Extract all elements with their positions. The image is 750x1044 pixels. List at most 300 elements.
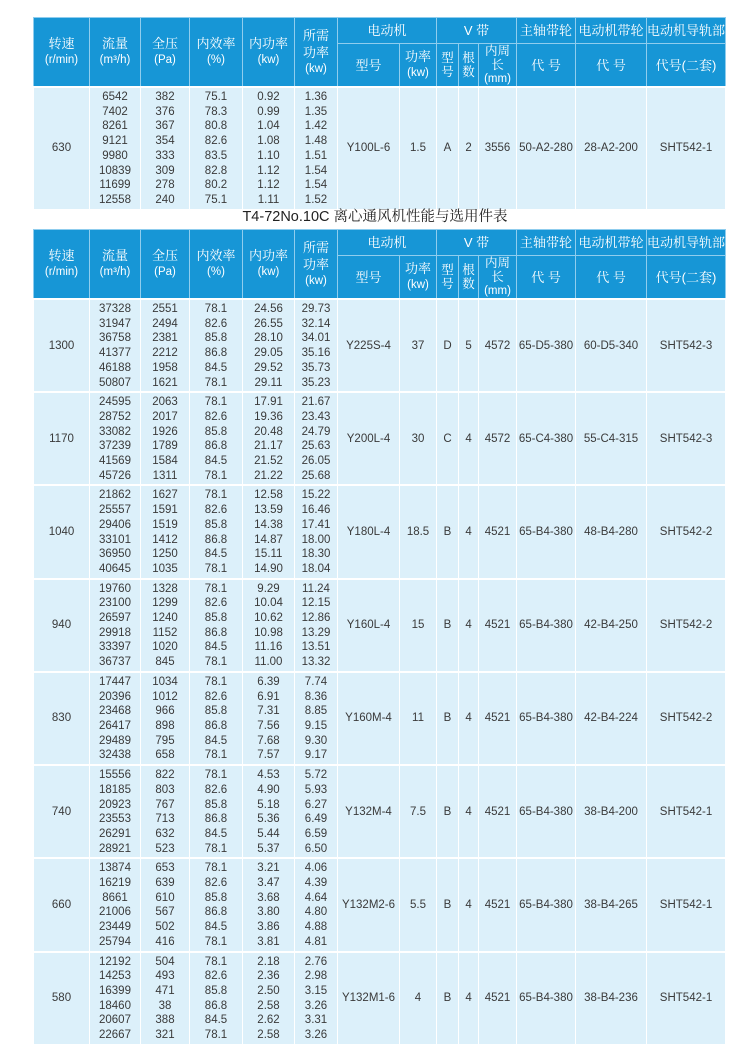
- cell-value: 78.1: [204, 675, 228, 688]
- cell-value: 1519: [152, 518, 178, 531]
- cell-value: 567: [155, 906, 175, 919]
- header-belt-count: 根 数: [459, 44, 479, 88]
- cell-value: 20.48: [254, 425, 283, 438]
- cell-efficiency: [190, 672, 243, 765]
- cell-value: 85.8: [204, 891, 228, 904]
- cell-value: 8.85: [304, 705, 328, 718]
- cell-value: 7.56: [257, 719, 280, 732]
- cell-belt-length: 4572: [479, 392, 517, 485]
- cell-value: 4.53: [257, 769, 280, 782]
- cell-value: 85.8: [204, 425, 228, 438]
- header-belt-type: 型 号: [437, 256, 459, 300]
- cell-value: 29.11: [254, 376, 283, 389]
- cell-value: 26291: [99, 827, 131, 840]
- cell-value: 26.55: [254, 317, 283, 330]
- cell-value: 2063: [152, 396, 178, 409]
- cell-value: 1020: [152, 641, 178, 654]
- cell-value: 26.05: [301, 455, 331, 468]
- cell-spindle-pulley: 65-D5-380: [517, 299, 576, 392]
- cell-value: 1584: [152, 455, 178, 468]
- cell-value: 86.8: [204, 440, 228, 453]
- cell-belt-length: 4521: [479, 858, 517, 951]
- cell-value: 7.31: [257, 705, 280, 718]
- table-row-group: [34, 392, 726, 485]
- header-required-power: 所需 功率 (kw): [295, 18, 338, 88]
- cell-value: 1.12: [257, 164, 280, 177]
- header-internal-power: 内功率 (kw): [243, 230, 295, 300]
- cell-value: 78.1: [204, 842, 228, 855]
- cell-value: 22667: [99, 1029, 131, 1042]
- cell-spindle-pulley: 50-A2-280: [517, 87, 576, 209]
- cell-internal-power: [243, 952, 295, 1044]
- header-vbelt: V 带: [437, 18, 517, 44]
- cell-value: 6542: [102, 91, 128, 103]
- cell-efficiency: [190, 87, 243, 209]
- cell-value: 85.8: [204, 984, 228, 997]
- cell-value: 382: [155, 91, 175, 103]
- cell-value: 803: [155, 783, 175, 796]
- cell-value: 37328: [99, 303, 131, 315]
- cell-speed: 830: [34, 672, 90, 765]
- cell-value: 504: [155, 955, 175, 968]
- cell-speed: 630: [34, 87, 90, 209]
- cell-value: 7402: [102, 105, 128, 118]
- cell-efficiency: [190, 485, 243, 578]
- table-row-group: [34, 299, 726, 392]
- cell-value: 2494: [152, 317, 178, 330]
- cell-value: 80.8: [204, 120, 228, 133]
- cell-value: 471: [155, 984, 175, 997]
- cell-motor-power: 7.5: [400, 765, 437, 858]
- header-motor-rail: 电动机导轨部: [647, 18, 726, 44]
- cell-motor-power: 1.5: [400, 87, 437, 209]
- cell-value: 12192: [99, 955, 131, 968]
- cell-value: 18.04: [301, 562, 331, 575]
- cell-value: 5.44: [257, 827, 280, 840]
- cell-value: 25794: [99, 935, 131, 948]
- cell-value: 3.80: [257, 906, 280, 919]
- cell-belt-length: 4521: [479, 765, 517, 858]
- cell-value: 11.00: [254, 656, 283, 669]
- cell-value: 376: [155, 105, 175, 118]
- cell-value: 9.29: [257, 582, 280, 595]
- cell-value: 82.6: [204, 877, 228, 890]
- cell-belt-type: B: [437, 672, 459, 765]
- cell-value: 10839: [99, 164, 131, 177]
- table-row-group: [34, 765, 726, 858]
- cell-value: 713: [155, 813, 175, 826]
- cell-motor-rail: SHT542-2: [647, 485, 726, 578]
- cell-value: 78.1: [204, 1029, 228, 1042]
- cell-value: 13.59: [254, 504, 283, 517]
- cell-value: 78.1: [204, 749, 228, 762]
- cell-motor-rail: SHT542-1: [647, 87, 726, 209]
- header-speed: 转速 (r/min): [34, 18, 90, 88]
- cell-motor-pulley: 38-B4-265: [576, 858, 647, 951]
- cell-value: 86.8: [204, 626, 228, 639]
- header-spindle-pulley: 主轴带轮: [517, 18, 576, 44]
- cell-value: 12.15: [301, 597, 331, 610]
- cell-belt-length: 4572: [479, 299, 517, 392]
- header-flow: 流量 (m³/h): [90, 230, 141, 300]
- cell-pressure: [141, 672, 190, 765]
- cell-value: 2551: [152, 303, 178, 315]
- cell-value: 24.79: [301, 425, 331, 438]
- cell-belt-type: B: [437, 858, 459, 951]
- cell-value: 8.36: [304, 690, 328, 703]
- header-efficiency: 内效率 (%): [190, 18, 243, 88]
- cell-value: 82.6: [204, 504, 228, 517]
- cell-value: 29406: [99, 518, 131, 531]
- cell-value: 8261: [102, 120, 128, 133]
- cell-value: 84.5: [204, 641, 228, 654]
- cell-value: 1250: [152, 548, 178, 561]
- cell-value: 1034: [152, 675, 178, 688]
- cell-value: 21862: [99, 489, 131, 502]
- cell-value: 38: [158, 999, 172, 1012]
- cell-value: 84.5: [204, 734, 228, 747]
- cell-value: 85.8: [204, 705, 228, 718]
- header-motor-pulley-code: 代 号: [576, 44, 647, 88]
- cell-value: 639: [155, 877, 175, 890]
- cell-value: 1152: [152, 626, 178, 639]
- cell-value: 1012: [152, 690, 178, 703]
- cell-value: 15.22: [301, 489, 331, 502]
- table-row-group: [34, 485, 726, 578]
- cell-value: 9121: [102, 135, 128, 148]
- cell-value: 1311: [152, 469, 178, 482]
- cell-speed: 1170: [34, 392, 90, 485]
- cell-value: 9980: [102, 149, 128, 162]
- table-row-group: [34, 87, 726, 209]
- cell-value: 4.80: [304, 906, 328, 919]
- cell-spindle-pulley: 65-B4-380: [517, 485, 576, 578]
- cell-value: 5.36: [257, 813, 280, 826]
- cell-value: 85.8: [204, 612, 228, 625]
- cell-value: 20396: [99, 690, 131, 703]
- cell-value: 35.23: [301, 376, 331, 389]
- cell-motor-rail: SHT542-3: [647, 392, 726, 485]
- cell-value: 16399: [99, 984, 131, 997]
- cell-value: 4.81: [304, 935, 328, 948]
- cell-value: 367: [155, 120, 175, 133]
- cell-flow: [90, 579, 141, 672]
- table-row-group: [34, 579, 726, 672]
- table-2-title: T4-72No.10C 离心通风机性能与选用件表: [242, 209, 508, 225]
- cell-value: 23.43: [301, 410, 331, 423]
- cell-value: 321: [155, 1029, 175, 1042]
- cell-value: 82.6: [204, 410, 228, 423]
- cell-value: 18.30: [301, 548, 331, 561]
- cell-value: 1299: [152, 597, 178, 610]
- cell-value: 4.64: [304, 891, 328, 904]
- cell-speed: 940: [34, 579, 90, 672]
- cell-value: 822: [155, 769, 175, 782]
- cell-value: 14.38: [254, 518, 283, 531]
- cell-value: 5.72: [304, 769, 328, 782]
- cell-value: 845: [155, 656, 175, 669]
- cell-value: 3.86: [257, 921, 280, 934]
- cell-value: 18185: [99, 783, 131, 796]
- cell-value: 21006: [99, 906, 131, 919]
- cell-value: 19760: [99, 582, 131, 595]
- cell-value: 82.6: [204, 970, 228, 983]
- cell-value: 23468: [99, 705, 131, 718]
- cell-internal-power: [243, 579, 295, 672]
- cell-value: 2.76: [304, 955, 328, 968]
- cell-belt-length: 4521: [479, 952, 517, 1044]
- cell-belt-type: A: [437, 87, 459, 209]
- cell-value: 1412: [152, 533, 178, 546]
- cell-value: 333: [155, 149, 175, 162]
- cell-value: 23449: [99, 921, 131, 934]
- cell-value: 1.42: [304, 120, 328, 133]
- cell-motor-model: Y200L-4: [338, 392, 400, 485]
- cell-belt-count: 4: [459, 392, 479, 485]
- cell-motor-pulley: 28-A2-200: [576, 87, 647, 209]
- cell-pressure: [141, 858, 190, 951]
- cell-value: 8661: [102, 891, 128, 904]
- cell-motor-model: Y225S-4: [338, 299, 400, 392]
- cell-efficiency: [190, 579, 243, 672]
- cell-value: 6.39: [257, 675, 280, 688]
- cell-pressure: [141, 299, 190, 392]
- cell-value: 1.48: [304, 135, 328, 148]
- cell-value: 84.5: [204, 361, 228, 374]
- cell-value: 632: [155, 827, 175, 840]
- cell-value: 10.62: [254, 612, 283, 625]
- cell-pressure: [141, 485, 190, 578]
- cell-value: 2.36: [257, 970, 280, 983]
- cell-speed: 580: [34, 952, 90, 1044]
- cell-required-power: [295, 672, 338, 765]
- cell-belt-count: 4: [459, 579, 479, 672]
- cell-value: 78.1: [204, 935, 228, 948]
- cell-value: 78.1: [204, 656, 228, 669]
- cell-motor-pulley: 42-B4-224: [576, 672, 647, 765]
- cell-value: 25557: [99, 504, 131, 517]
- cell-value: 9.17: [304, 749, 328, 762]
- cell-motor-power: 37: [400, 299, 437, 392]
- cell-value: 278: [155, 179, 175, 192]
- cell-motor-rail: SHT542-2: [647, 579, 726, 672]
- table-body: [34, 299, 726, 1044]
- cell-value: 20607: [99, 1014, 131, 1027]
- cell-value: 21.22: [254, 469, 283, 482]
- cell-value: 493: [155, 970, 175, 983]
- cell-value: 10.98: [254, 626, 283, 639]
- header-spindle-pulley: 主轴带轮: [517, 230, 576, 256]
- cell-value: 0.92: [257, 91, 280, 103]
- cell-flow: [90, 952, 141, 1044]
- cell-motor-power: 5.5: [400, 858, 437, 951]
- cell-value: 85.8: [204, 518, 228, 531]
- cell-value: 36737: [99, 656, 131, 669]
- cell-value: 1.04: [257, 120, 280, 133]
- cell-value: 1240: [152, 612, 178, 625]
- cell-value: 0.99: [257, 105, 280, 118]
- table-row-group: [34, 952, 726, 1044]
- cell-motor-model: Y180L-4: [338, 485, 400, 578]
- cell-spindle-pulley: 65-B4-380: [517, 672, 576, 765]
- cell-value: 13.29: [301, 626, 331, 639]
- cell-value: 3.26: [304, 1029, 328, 1042]
- cell-efficiency: [190, 952, 243, 1044]
- cell-flow: [90, 858, 141, 951]
- cell-value: 33101: [99, 533, 131, 546]
- cell-value: 40645: [99, 562, 131, 575]
- cell-value: 80.2: [204, 179, 228, 192]
- header-vbelt: V 带: [437, 230, 517, 256]
- cell-value: 1.12: [257, 179, 280, 192]
- cell-value: 2381: [152, 332, 178, 345]
- cell-value: 84.5: [204, 827, 228, 840]
- cell-value: 84.5: [204, 1014, 228, 1027]
- cell-value: 86.8: [204, 813, 228, 826]
- cell-value: 41377: [99, 347, 131, 360]
- cell-value: 6.50: [304, 842, 328, 855]
- cell-motor-rail: SHT542-1: [647, 858, 726, 951]
- header-motor-model: 型号: [338, 44, 400, 88]
- cell-value: 78.1: [204, 562, 228, 575]
- cell-value: 84.5: [204, 921, 228, 934]
- cell-value: 18460: [99, 999, 131, 1012]
- header-motor-rail-code: 代号(二套): [647, 256, 726, 300]
- cell-value: 82.6: [204, 135, 228, 148]
- cell-value: 15556: [99, 769, 131, 782]
- cell-value: 610: [155, 891, 175, 904]
- cell-value: 36758: [99, 332, 131, 345]
- cell-value: 658: [155, 749, 175, 762]
- cell-value: 78.3: [204, 105, 228, 118]
- cell-value: 11699: [99, 179, 131, 192]
- header-motor-pulley: 电动机带轮: [576, 230, 647, 256]
- cell-spindle-pulley: 65-C4-380: [517, 392, 576, 485]
- cell-value: 82.8: [204, 164, 228, 177]
- cell-value: 35.73: [301, 361, 331, 374]
- cell-spindle-pulley: 65-B4-380: [517, 579, 576, 672]
- cell-value: 78.1: [204, 489, 228, 502]
- cell-value: 36950: [99, 548, 131, 561]
- cell-value: 1035: [152, 562, 178, 575]
- cell-flow: [90, 299, 141, 392]
- cell-motor-rail: SHT542-1: [647, 765, 726, 858]
- cell-value: 1.54: [304, 179, 328, 192]
- cell-value: 78.1: [204, 769, 228, 782]
- cell-efficiency: [190, 299, 243, 392]
- cell-internal-power: [243, 87, 295, 209]
- cell-value: 4.06: [304, 862, 328, 875]
- cell-value: 12558: [99, 193, 131, 206]
- table-header: [34, 18, 726, 88]
- cell-speed: 660: [34, 858, 90, 951]
- cell-required-power: [295, 952, 338, 1044]
- cell-value: 2.50: [257, 984, 280, 997]
- cell-value: 86.8: [204, 533, 228, 546]
- cell-flow: [90, 87, 141, 209]
- header-internal-power: 内功率 (kw): [243, 18, 295, 88]
- cell-motor-rail: SHT542-2: [647, 672, 726, 765]
- header-belt-length: 内周长 (mm): [479, 256, 517, 300]
- cell-value: 13.32: [301, 656, 331, 669]
- cell-value: 26417: [99, 719, 131, 732]
- cell-value: 523: [155, 842, 175, 855]
- header-belt-length: 内周长 (mm): [479, 44, 517, 88]
- cell-value: 26597: [99, 612, 131, 625]
- cell-motor-pulley: 55-C4-315: [576, 392, 647, 485]
- cell-value: 46188: [99, 361, 131, 374]
- cell-value: 240: [155, 193, 175, 206]
- cell-motor-model: Y132M-4: [338, 765, 400, 858]
- cell-value: 4.88: [304, 921, 328, 934]
- cell-value: 1.36: [304, 91, 328, 103]
- cell-required-power: [295, 765, 338, 858]
- cell-value: 1.54: [304, 164, 328, 177]
- cell-value: 3.15: [304, 984, 328, 997]
- cell-value: 50807: [99, 376, 131, 389]
- cell-value: 78.1: [204, 955, 228, 968]
- cell-value: 6.49: [304, 813, 328, 826]
- cell-motor-rail: SHT542-3: [647, 299, 726, 392]
- cell-value: 84.5: [204, 455, 228, 468]
- cell-motor-pulley: 38-B4-200: [576, 765, 647, 858]
- cell-value: 14.87: [254, 533, 283, 546]
- cell-belt-count: 4: [459, 952, 479, 1044]
- cell-pressure: [141, 952, 190, 1044]
- cell-value: 12.86: [301, 612, 331, 625]
- header-motor-pulley-code: 代 号: [576, 256, 647, 300]
- cell-internal-power: [243, 299, 295, 392]
- cell-value: 1627: [152, 489, 178, 502]
- cell-value: 7.68: [257, 734, 280, 747]
- cell-motor-model: Y160M-4: [338, 672, 400, 765]
- cell-value: 3.21: [257, 862, 280, 875]
- cell-spindle-pulley: 65-B4-380: [517, 952, 576, 1044]
- header-spindle-pulley-code: 代 号: [517, 44, 576, 88]
- header-flow: 流量 (m³/h): [90, 18, 141, 88]
- cell-value: 37239: [99, 440, 131, 453]
- header-required-power: 所需 功率 (kw): [295, 230, 338, 300]
- cell-value: 85.8: [204, 798, 228, 811]
- cell-efficiency: [190, 765, 243, 858]
- cell-value: 16.46: [301, 504, 331, 517]
- cell-value: 78.1: [204, 376, 228, 389]
- cell-value: 767: [155, 798, 175, 811]
- cell-value: 21.52: [254, 455, 283, 468]
- cell-value: 41569: [99, 455, 131, 468]
- cell-required-power: [295, 392, 338, 485]
- cell-belt-type: B: [437, 765, 459, 858]
- cell-value: 31947: [99, 317, 131, 330]
- cell-value: 17447: [99, 675, 131, 688]
- cell-value: 3.31: [304, 1014, 328, 1027]
- cell-value: 4.90: [257, 783, 280, 796]
- cell-speed: 740: [34, 765, 90, 858]
- cell-value: 416: [155, 935, 175, 948]
- cell-value: 12.58: [254, 489, 283, 502]
- cell-value: 309: [155, 164, 175, 177]
- cell-value: 6.59: [304, 827, 328, 840]
- cell-value: 1621: [152, 376, 178, 389]
- cell-pressure: [141, 87, 190, 209]
- cell-value: 86.8: [204, 719, 228, 732]
- cell-value: 18.00: [301, 533, 331, 546]
- cell-value: 17.41: [301, 518, 331, 531]
- cell-value: 6.27: [304, 798, 328, 811]
- cell-value: 29489: [99, 734, 131, 747]
- cell-value: 85.8: [204, 332, 228, 345]
- cell-value: 28.10: [254, 332, 283, 345]
